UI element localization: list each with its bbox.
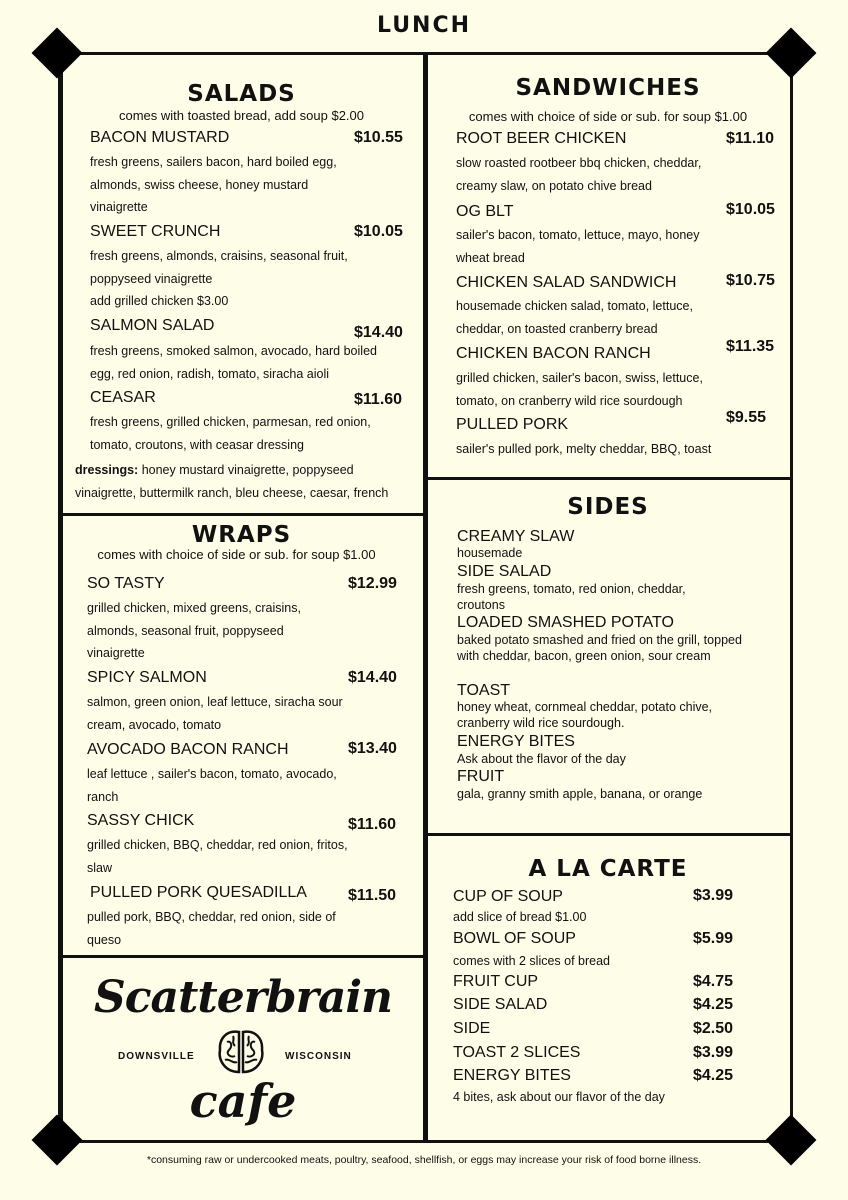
alacarte-price-side-salad: $4.25	[693, 996, 734, 1013]
sandwich-desc-pulled-pork: sailer's pulled pork, melty cheddar, BBQ, toast	[456, 442, 712, 456]
alacarte-price-cup-of-soup: $3.99	[693, 887, 734, 904]
alacarte-desc-energy-bites: 4 bites, ask about our flavor of the day	[453, 1090, 665, 1104]
wrap-desc-pulled-pork-quesadilla: pulled pork, BBQ, cheddar, red onion, side of queso	[87, 910, 336, 947]
alacarte-name-toast-2-slices: TOAST 2 SLICES	[453, 1044, 581, 1061]
sides-title: SIDES	[567, 494, 649, 520]
side-desc-loaded-smashed-potato: baked potato smashed and fried on the grill, topped with cheddar, bacon, green onion, sour cream	[457, 633, 742, 663]
alacarte-price-energy-bites: $4.25	[693, 1067, 734, 1084]
wrap-desc-sassy-chick: grilled chicken, BBQ, cheddar, red onion, fritos, slaw	[87, 838, 348, 875]
sides-bottom-line	[426, 833, 790, 836]
logo-sub: cafe	[189, 1074, 297, 1128]
salad-desc-salmon-salad: fresh greens, smoked salmon, avocado, hard boiled egg, red onion, radish, tomato, siracha aioli	[90, 344, 377, 381]
logo-left-word: DOWNSVILLE	[118, 1051, 195, 1062]
salad-name-bacon-mustard: BACON MUSTARD	[90, 129, 230, 146]
wrap-price-spicy-salmon: $14.40	[348, 669, 397, 686]
wrap-desc-avocado-bacon-ranch: leaf lettuce , sailer's bacon, tomato, avocado, ranch	[87, 767, 337, 804]
salad-extra-sweet-crunch: add grilled chicken $3.00	[90, 294, 229, 308]
side-desc-creamy-slaw: housemade	[457, 546, 523, 560]
side-name-toast: TOAST	[457, 682, 511, 699]
frame-right-line	[790, 55, 793, 1140]
salad-dressings	[75, 459, 415, 504]
side-name-energy-bites: ENERGY BITES	[457, 733, 575, 750]
alacarte-name-bowl-of-soup: BOWL OF SOUP	[453, 930, 576, 947]
wrap-price-sassy-chick: $11.60	[348, 816, 397, 833]
wrap-price-so-tasty: $12.99	[348, 575, 397, 592]
salad-price-bacon-mustard: $10.55	[354, 129, 403, 146]
alacarte-price-side: $2.50	[693, 1020, 734, 1037]
salad-desc-ceasar: fresh greens, grilled chicken, parmesan, red onion, tomato, croutons, with ceasar dressing	[90, 415, 371, 452]
side-name-fruit: FRUIT	[457, 768, 505, 785]
sandwich-desc-chicken-bacon-ranch: grilled chicken, sailer's bacon, swiss, lettuce, tomato, on cranberry wild rice sourdough	[456, 371, 703, 408]
sandwich-name-og-blt: OG BLT	[456, 203, 514, 220]
center-divider-2	[426, 55, 428, 1140]
wrap-name-avocado-bacon-ranch: AVOCADO BACON RANCH	[87, 741, 289, 758]
sandwiches-title: SANDWICHES	[515, 75, 701, 101]
alacarte-title: A LA CARTE	[528, 856, 688, 882]
alacarte-name-fruit-cup: FRUIT CUP	[453, 973, 539, 990]
wrap-desc-spicy-salmon: salmon, green onion, leaf lettuce, siracha sour cream, avocado, tomato	[87, 695, 343, 732]
salad-name-ceasar: CEASAR	[90, 389, 156, 406]
alacarte-name-side-salad: SIDE SALAD	[453, 996, 548, 1013]
alacarte-name-side: SIDE	[453, 1020, 491, 1037]
sandwich-price-root-beer-chicken: $11.10	[726, 130, 775, 147]
salads-subtitle: comes with toasted bread, add soup $2.00	[119, 108, 364, 123]
salads-title: SALADS	[187, 81, 296, 107]
cafe-logo	[63, 958, 423, 1140]
alacarte-name-cup-of-soup: CUP OF SOUP	[453, 888, 563, 905]
sandwich-desc-og-blt: sailer's bacon, tomato, lettuce, mayo, honey wheat bread	[456, 228, 700, 265]
salad-name-sweet-crunch: SWEET CRUNCH	[90, 223, 221, 240]
salad-desc-bacon-mustard: fresh greens, sailers bacon, hard boiled egg, almonds, swiss cheese, honey mustard vinaigrette	[90, 155, 337, 214]
alacarte-name-energy-bites: ENERGY BITES	[453, 1067, 571, 1084]
alacarte-desc-cup-of-soup: add slice of bread $1.00	[453, 910, 587, 924]
salad-price-sweet-crunch: $10.05	[354, 223, 403, 240]
sandwich-price-pulled-pork: $9.55	[726, 409, 767, 426]
sandwich-price-og-blt: $10.05	[726, 201, 775, 218]
wrap-name-so-tasty: SO TASTY	[87, 575, 165, 592]
alacarte-price-toast-2-slices: $3.99	[693, 1044, 734, 1061]
wraps-title: WRAPS	[191, 522, 292, 548]
side-name-creamy-slaw: CREAMY SLAW	[457, 528, 575, 545]
sandwich-name-chicken-salad-sandwich: CHICKEN SALAD SANDWICH	[456, 274, 677, 291]
page-title: LUNCH	[376, 13, 472, 38]
sandwiches-subtitle: comes with choice of side or sub. for soup $1.00	[468, 109, 748, 124]
wrap-name-pulled-pork-quesadilla: PULLED PORK QUESADILLA	[90, 884, 307, 901]
salad-price-salmon-salad: $14.40	[354, 324, 403, 341]
side-desc-side-salad: fresh greens, tomato, red onion, cheddar, croutons	[457, 582, 686, 612]
side-desc-energy-bites: Ask about the flavor of the day	[457, 752, 626, 766]
sandwiches-bottom-line	[426, 477, 790, 480]
side-name-side-salad: SIDE SALAD	[457, 563, 552, 580]
alacarte-price-fruit-cup: $4.75	[693, 973, 734, 990]
sandwich-name-root-beer-chicken: ROOT BEER CHICKEN	[456, 130, 627, 147]
wrap-price-pulled-pork-quesadilla: $11.50	[348, 887, 397, 904]
sandwich-desc-root-beer-chicken: slow roasted rootbeer bbq chicken, cheddar, creamy slaw, on potato chive bread	[456, 156, 702, 193]
sandwich-price-chicken-bacon-ranch: $11.35	[726, 338, 775, 355]
wrap-name-sassy-chick: SASSY CHICK	[87, 812, 195, 829]
side-desc-fruit: gala, granny smith apple, banana, or orange	[457, 787, 703, 801]
sandwich-name-pulled-pork: PULLED PORK	[456, 416, 569, 433]
brain-icon	[215, 1028, 267, 1078]
salad-price-ceasar: $11.60	[354, 391, 403, 408]
side-name-loaded-smashed-potato: LOADED SMASHED POTATO	[457, 614, 674, 631]
frame-bottom-line	[55, 1140, 793, 1143]
logo-right-word: WISCONSIN	[285, 1051, 352, 1062]
wrap-name-spicy-salmon: SPICY SALMON	[87, 669, 207, 686]
wrap-desc-so-tasty: grilled chicken, mixed greens, craisins, almonds, seasonal fruit, poppyseed vinaigrette	[87, 601, 301, 660]
alacarte-desc-bowl-of-soup: comes with 2 slices of bread	[453, 954, 611, 968]
alacarte-price-bowl-of-soup: $5.99	[693, 930, 734, 947]
dressings-text: honey mustard vinaigrette, poppyseed vinaigrette, buttermilk ranch, bleu cheese, caesar, french	[75, 463, 389, 500]
salad-desc-sweet-crunch: fresh greens, almonds, craisins, seasonal fruit, poppyseed vinaigrette	[90, 249, 348, 286]
side-desc-toast: honey wheat, cornmeal cheddar, potato chive, cranberry wild rice sourdough.	[457, 700, 713, 730]
salad-name-salmon-salad: SALMON SALAD	[90, 317, 215, 334]
food-safety-disclaimer: *consuming raw or undercooked meats, poultry, seafood, shellfish, or eggs may increase your risk of food borne illness.	[146, 1154, 702, 1166]
wrap-price-avocado-bacon-ranch: $13.40	[348, 740, 397, 757]
sandwich-price-chicken-salad-sandwich: $10.75	[726, 272, 775, 289]
logo-name: Scatterbrain	[93, 972, 393, 1023]
wraps-subtitle: comes with choice of side or sub. for soup $1.00	[97, 547, 376, 562]
dressings-label: dressings:	[75, 463, 139, 477]
salads-bottom-line	[60, 513, 423, 516]
sandwich-name-chicken-bacon-ranch: CHICKEN BACON RANCH	[456, 345, 651, 362]
sandwich-desc-chicken-salad-sandwich: housemade chicken salad, tomato, lettuce, cheddar, on toasted cranberry bread	[456, 299, 693, 336]
